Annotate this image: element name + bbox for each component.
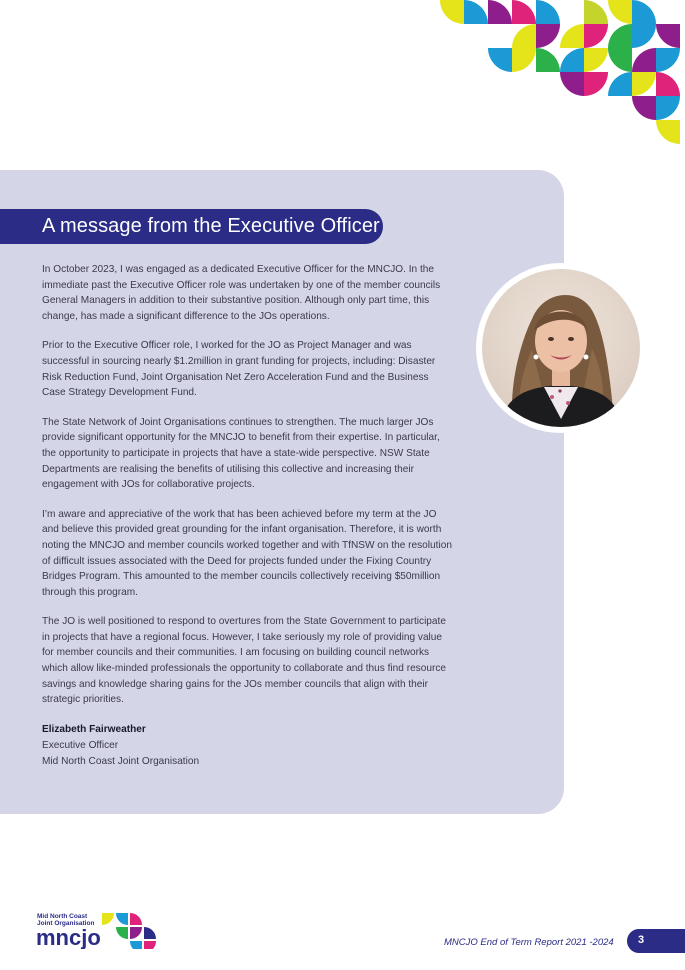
page-number: 3	[638, 934, 645, 946]
decorative-quarter-circle	[656, 72, 680, 96]
decorative-quarter-circle	[512, 24, 536, 48]
paragraph: Prior to the Executive Officer role, I worked for the JO as Project Manager and was successful in sourcing nearly $1.2million in grant funding for projects, including: Disaster Risk Reduction Fund, Joint Organisation Net Zero Acceleration Fund and the Business Case Strategy Development Fund.	[42, 340, 436, 399]
decorative-quarter-circle	[632, 96, 656, 120]
decorative-quarter-circle	[512, 48, 536, 72]
decorative-quarter-circle	[656, 120, 680, 144]
decorative-quarter-circle	[536, 24, 560, 48]
decorative-quarter-circle	[656, 96, 680, 120]
portrait-photo	[476, 263, 646, 433]
signatory-role: Executive Officer	[42, 739, 119, 751]
mncjo-logo	[36, 911, 166, 954]
paragraph: In October 2023, I was engaged as a dedicated Executive Officer for the MNCJO. In the immediate past the Executive Officer role was undertaken by one of the member councils General Managers in addition to their substantive position. Although only part time, this change, has made a significant difference to the JOs operations.	[42, 264, 441, 322]
signature-block	[42, 722, 454, 770]
decorative-quarter-circle	[608, 24, 632, 48]
logo-wordmark: mncjo	[36, 925, 101, 949]
decorative-pattern	[440, 0, 685, 150]
decorative-quarter-circle	[440, 0, 464, 24]
decorative-quarter-circle	[584, 72, 608, 96]
decorative-quarter-circle	[584, 0, 608, 24]
decorative-quarter-circle	[512, 0, 536, 24]
decorative-quarter-circle	[632, 48, 656, 72]
decorative-quarter-circle	[464, 0, 488, 24]
paragraph: I’m aware and appreciative of the work that has been achieved before my term at the JO and believe this provided great grounding for the infant organisation. Therefore, it is worth noting the MNCJO and member councils worked together and with TfNSW on the resolution of difficult issues associated with the Deed for projects funded under the Fixing Country Bridges Program. This amounted to the member councils collectively receiving $50million through this program.	[42, 508, 452, 598]
decorative-quarter-circle	[560, 72, 584, 96]
logo-line-2: Joint Organisation	[37, 920, 95, 927]
decorative-quarter-circle	[608, 72, 632, 96]
decorative-quarter-circle	[584, 24, 608, 48]
decorative-quarter-circle	[608, 48, 632, 72]
logo-line-1: Mid North Coast	[37, 913, 88, 920]
paragraph: The JO is well positioned to respond to overtures from the State Government to participate in projects that have a regional focus. However, I take seriously my role of providing value for member councils and their communities. I am focusing on building council networks which allow like-minded professionals the opportunity to collaborate and thus find resource savings and knowledge sharing gains for the JOs member councils that align with their strategic priorities.	[42, 616, 446, 706]
decorative-quarter-circle	[488, 0, 512, 24]
portrait-illustration	[482, 269, 640, 427]
decorative-quarter-circle	[632, 72, 656, 96]
decorative-quarter-circle	[488, 48, 512, 72]
decorative-quarter-circle	[656, 24, 680, 48]
decorative-quarter-circle	[632, 24, 656, 48]
decorative-quarter-circle	[560, 24, 584, 48]
logo-mark	[102, 913, 156, 949]
decorative-quarter-circle	[608, 0, 632, 24]
decorative-quarter-circle	[536, 48, 560, 72]
signatory-name: Elizabeth Fairweather	[42, 723, 146, 735]
decorative-quarter-circle	[632, 0, 656, 24]
decorative-quarter-circle	[584, 48, 608, 72]
signatory-organisation: Mid North Coast Joint Organisation	[42, 755, 200, 767]
section-title: A message from the Executive Officer	[42, 215, 380, 237]
page-number-badge	[627, 929, 685, 953]
section-banner	[0, 209, 383, 244]
footer-report-title: MNCJO End of Term Report 2021 -2024	[444, 937, 614, 948]
decorative-quarter-circle	[536, 0, 560, 24]
decorative-quarter-circle	[560, 48, 584, 72]
paragraph: The State Network of Joint Organisations continues to strengthen. The much larger JOs provide significant opportunity for the MNCJO to benefit from their expertise. In particular, the opportunity to participate in projects that have a state-wide perspective. NSW State Departments are realising the benefits of utilising this collective and increasing their engagement with JOs for collaborative projects.	[42, 416, 440, 491]
message-body	[42, 262, 454, 770]
decorative-quarter-circle	[656, 48, 680, 72]
